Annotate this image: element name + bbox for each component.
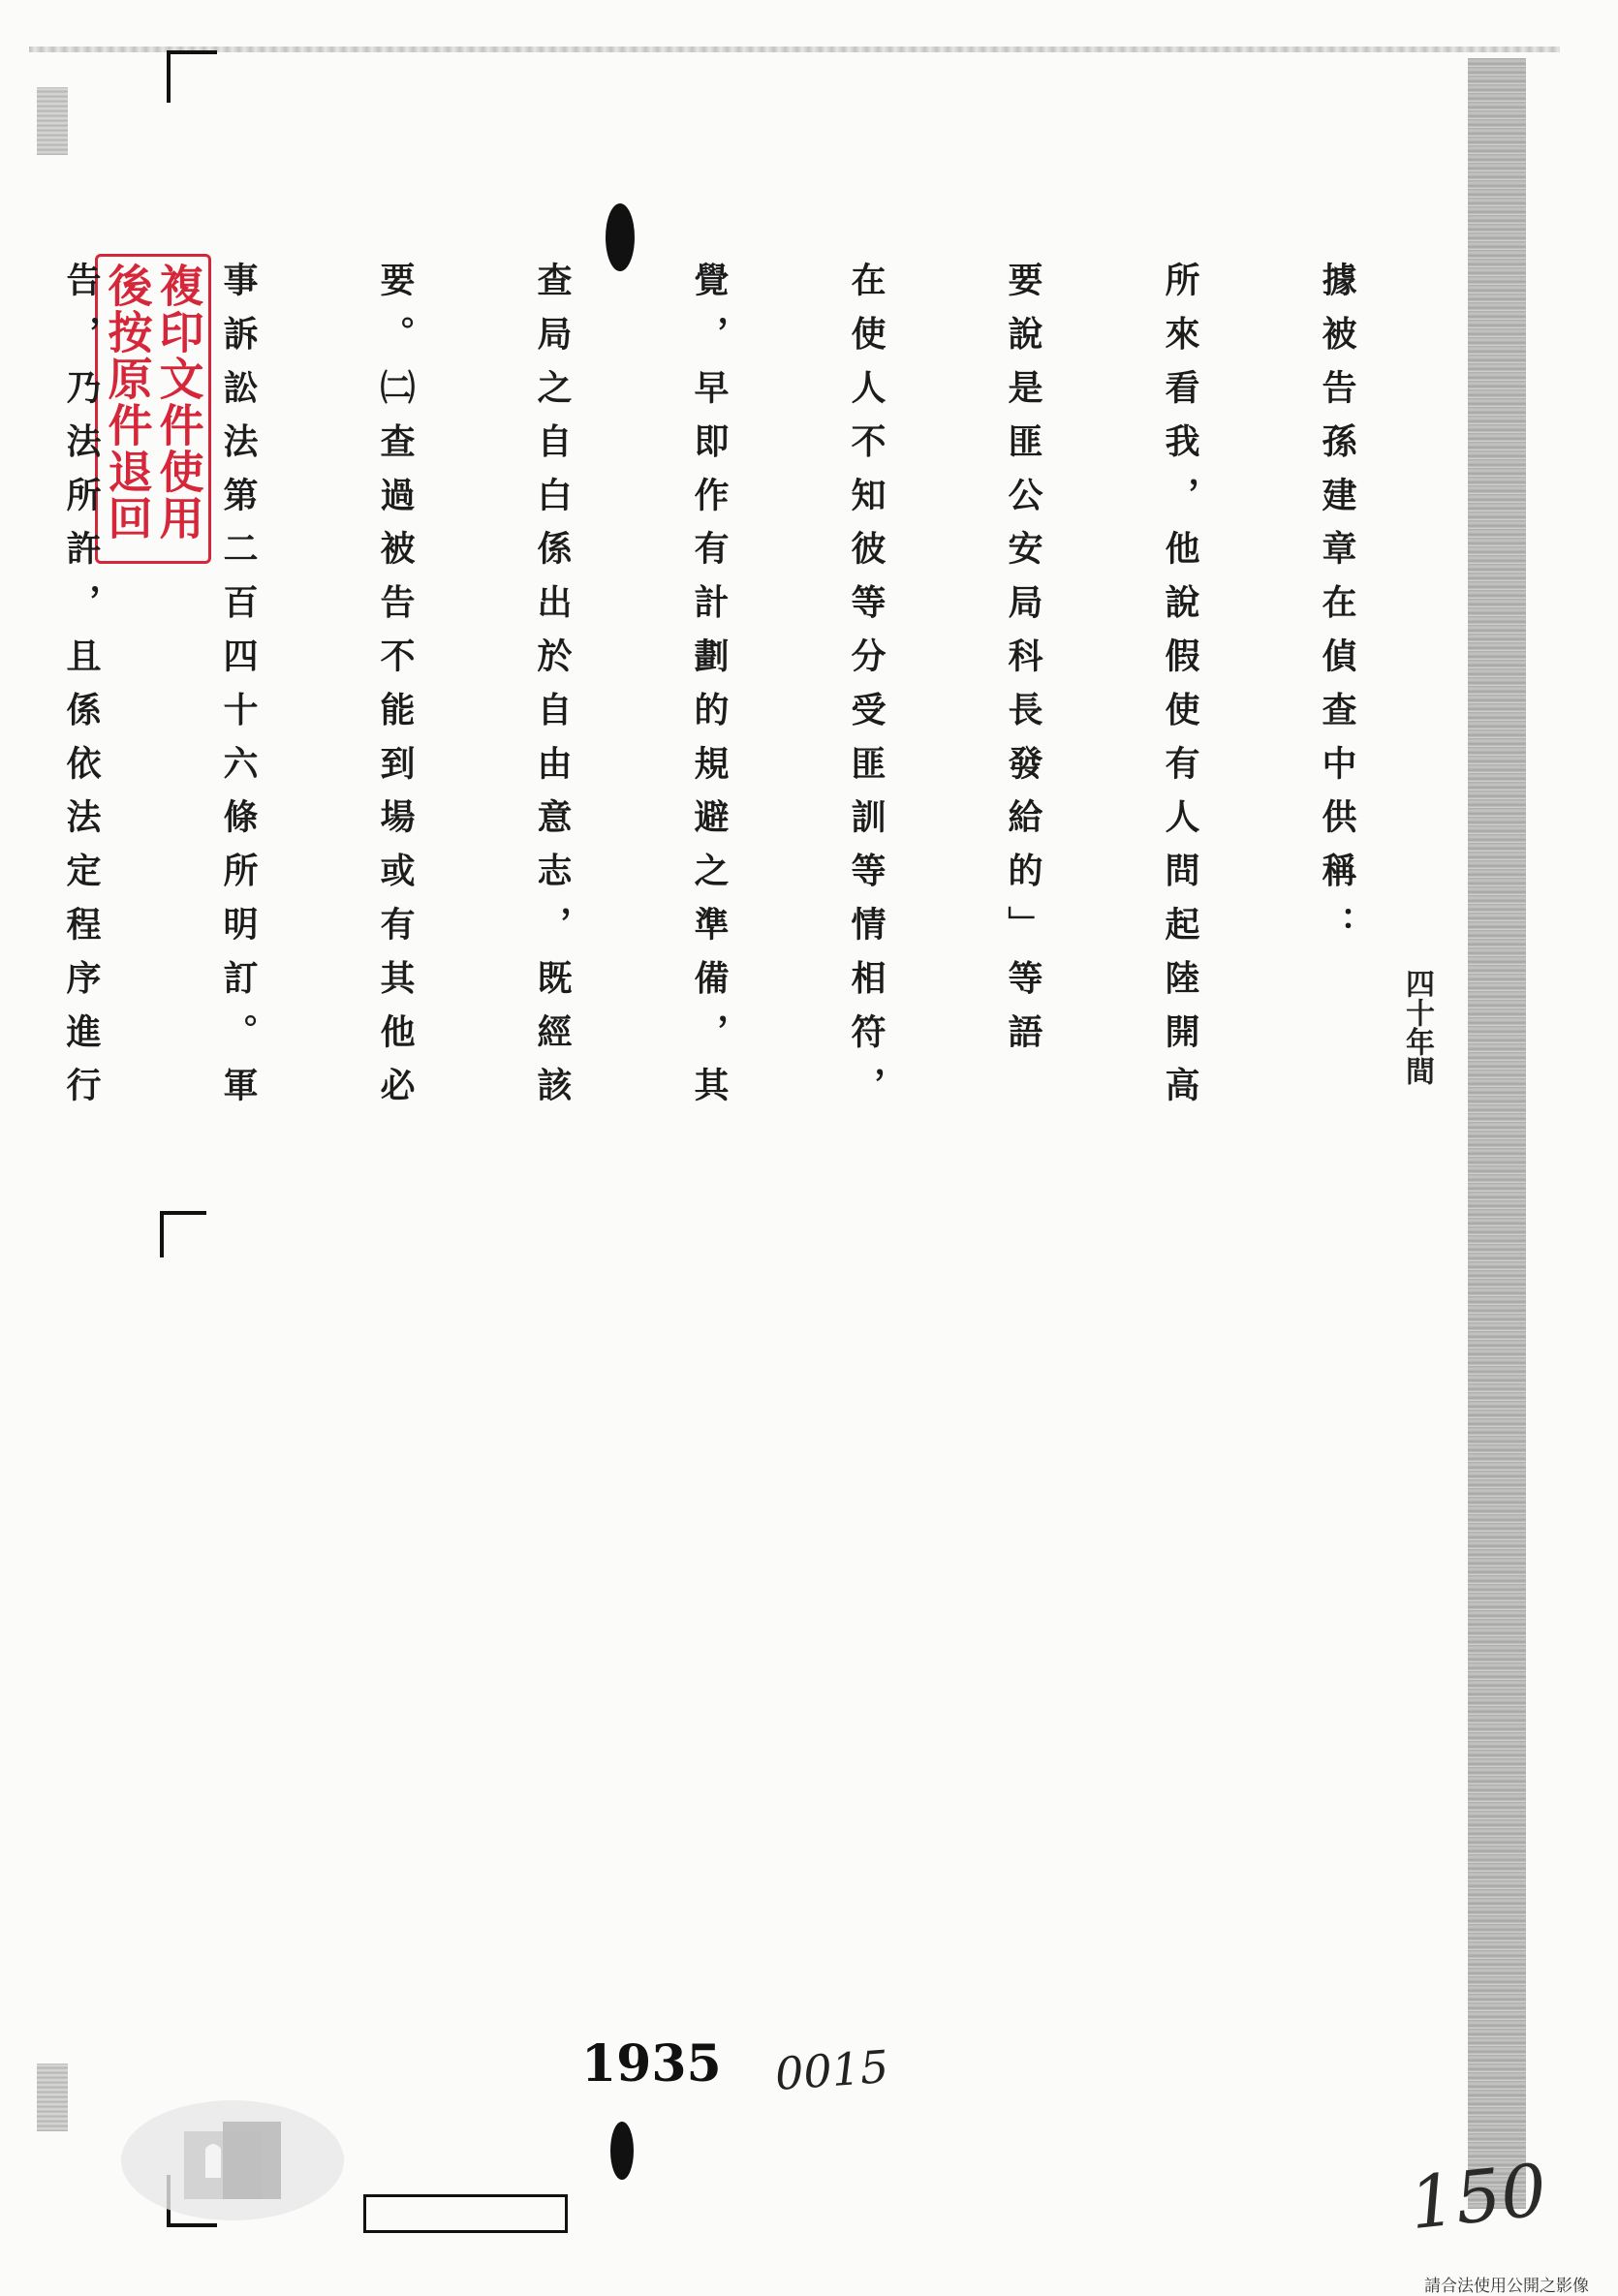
text-column: 告，乃法所許，且係依法定程序進行 [61,262,102,1121]
text-column: 覺，早即作有計劃的規避之準備，其 [689,262,730,1121]
handwritten-number: 0015 [773,2039,890,2101]
margin-annotation: 四十年間 [1400,969,1434,1085]
photocopy-left-mark [37,2063,68,2131]
text-column: 查局之自白係出於自由意志，既經該 [532,262,573,1121]
empty-footer-box [363,2194,568,2233]
photocopy-left-mark [37,87,68,155]
usage-notice: 請合法使用公開之影像 [1424,2277,1589,2296]
handwritten-folio-number: 150 [1405,2148,1551,2247]
photocopy-top-edge [29,47,1560,52]
text-column: 據被告孫建章在偵查中供稱： [1317,262,1357,960]
crop-mark-top-left [167,50,217,103]
stamp-line: 後按原件退回 [101,263,154,542]
ink-blot [606,203,635,271]
text-column: 在使人不知彼等分受匪訓等情相符， [846,262,887,1121]
text-column: 要。㈡查過被告不能到場或有其他必 [375,262,416,1121]
text-column: 要說是匪公安局科長發給的」等語 [1003,262,1043,1067]
ink-blot [610,2122,634,2180]
page-number: 1935 [581,2034,722,2094]
text-column: 所來看我，他說假使有人問起陸開高 [1160,262,1200,1121]
archive-logo-watermark [116,2093,349,2228]
stamp-line: 複印文件使用 [152,263,205,542]
text-column: 事訴訟法第二百四十六條所明訂。軍 [218,262,259,1121]
photocopy-right-edge [1468,58,1526,2209]
